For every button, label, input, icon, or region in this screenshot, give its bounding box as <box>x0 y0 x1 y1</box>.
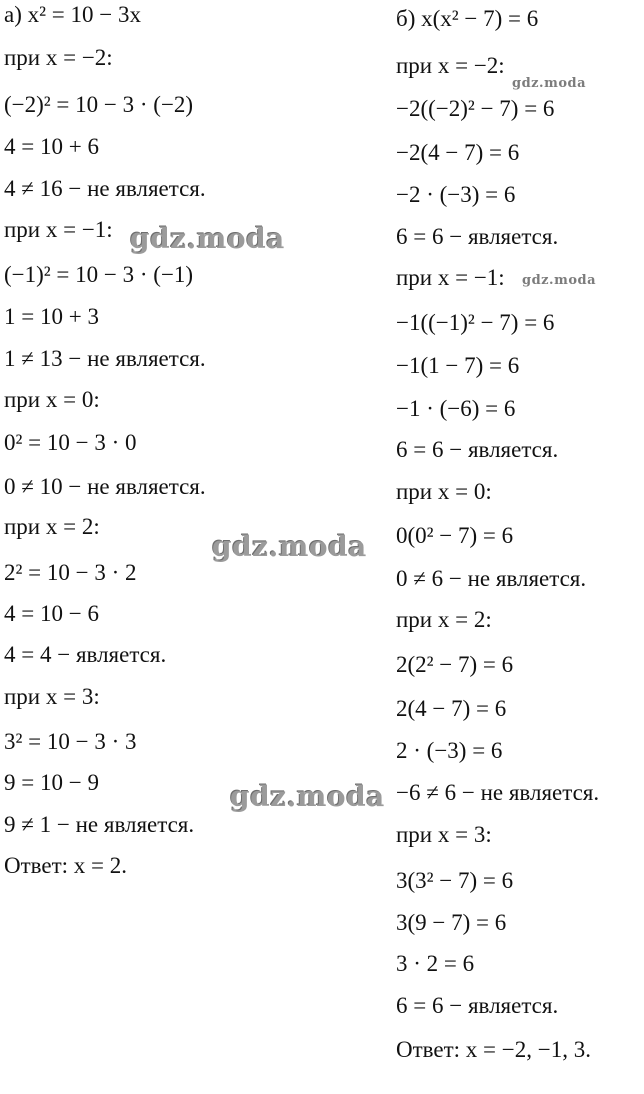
equation-line: 2² = 10 − 3 · 2 <box>4 560 137 585</box>
equation-line: при x = −1: <box>4 217 113 242</box>
equation-line: (−1)² = 10 − 3 · (−1) <box>4 262 194 287</box>
answer-line: Ответ: x = −2, −1, 3. <box>396 1037 591 1062</box>
equation-line: 4 = 10 − 6 <box>4 601 99 626</box>
equation-line: б) x(x² − 7) = 6 <box>396 6 539 31</box>
equation-line: 9 ≠ 1 − не является. <box>4 812 195 837</box>
answer-line: Ответ: x = 2. <box>4 853 128 878</box>
equation-line: 1 ≠ 13 − не является. <box>4 346 206 371</box>
equation-line: 6 = 6 − является. <box>396 993 559 1018</box>
equation-line: 4 ≠ 16 − не является. <box>4 176 206 201</box>
equation-line: −1 · (−6) = 6 <box>396 396 516 421</box>
equation-line: при x = −1: <box>396 265 505 290</box>
equation-line: при x = −2: <box>396 53 505 78</box>
equation-line: −1((−1)² − 7) = 6 <box>396 310 555 335</box>
equation-line: 3² = 10 − 3 · 3 <box>4 729 137 754</box>
equation-line: −2 · (−3) = 6 <box>396 182 516 207</box>
equation-line: 3(3² − 7) = 6 <box>396 868 514 893</box>
equation-line: 2(2² − 7) = 6 <box>396 652 514 677</box>
equation-line: 0 ≠ 10 − не является. <box>4 474 206 499</box>
watermark-logo: gdz.moda <box>512 76 587 91</box>
equation-line: −2((−2)² − 7) = 6 <box>396 96 555 121</box>
watermark-logo: gdz.moda <box>130 222 285 255</box>
equation-line: 0(0² − 7) = 6 <box>396 523 514 548</box>
equation-line: 6 = 6 − является. <box>396 437 559 462</box>
equation-line: (−2)² = 10 − 3 · (−2) <box>4 92 194 117</box>
equation-line: 4 = 10 + 6 <box>4 134 99 159</box>
equation-line: −6 ≠ 6 − не является. <box>396 780 600 805</box>
equation-line: при x = 2: <box>4 514 100 539</box>
equation-line: при x = 3: <box>4 684 100 709</box>
equation-line: 0² = 10 − 3 · 0 <box>4 430 137 455</box>
equation-line: 6 = 6 − является. <box>396 224 559 249</box>
watermark-logo: gdz.moda <box>212 530 367 563</box>
equation-line: при x = −2: <box>4 45 113 70</box>
equation-line: 0 ≠ 6 − не является. <box>396 566 587 591</box>
equation-line: при x = 0: <box>4 387 100 412</box>
equation-line: 9 = 10 − 9 <box>4 770 99 795</box>
equation-line: при x = 2: <box>396 607 492 632</box>
watermark-logo: gdz.moda <box>522 273 597 288</box>
equation-line: 3(9 − 7) = 6 <box>396 910 507 935</box>
equation-line: 2(4 − 7) = 6 <box>396 696 507 721</box>
equation-line: а) x² = 10 − 3x <box>4 2 141 27</box>
equation-line: при x = 0: <box>396 479 492 504</box>
watermark-logo: gdz.moda <box>230 780 385 813</box>
equation-line: 3 · 2 = 6 <box>396 951 475 976</box>
equation-line: при x = 3: <box>396 822 492 847</box>
equation-line: 2 · (−3) = 6 <box>396 738 503 763</box>
equation-line: −1(1 − 7) = 6 <box>396 353 520 378</box>
equation-line: −2(4 − 7) = 6 <box>396 140 520 165</box>
equation-line: 1 = 10 + 3 <box>4 304 99 329</box>
equation-line: 4 = 4 − является. <box>4 642 167 667</box>
